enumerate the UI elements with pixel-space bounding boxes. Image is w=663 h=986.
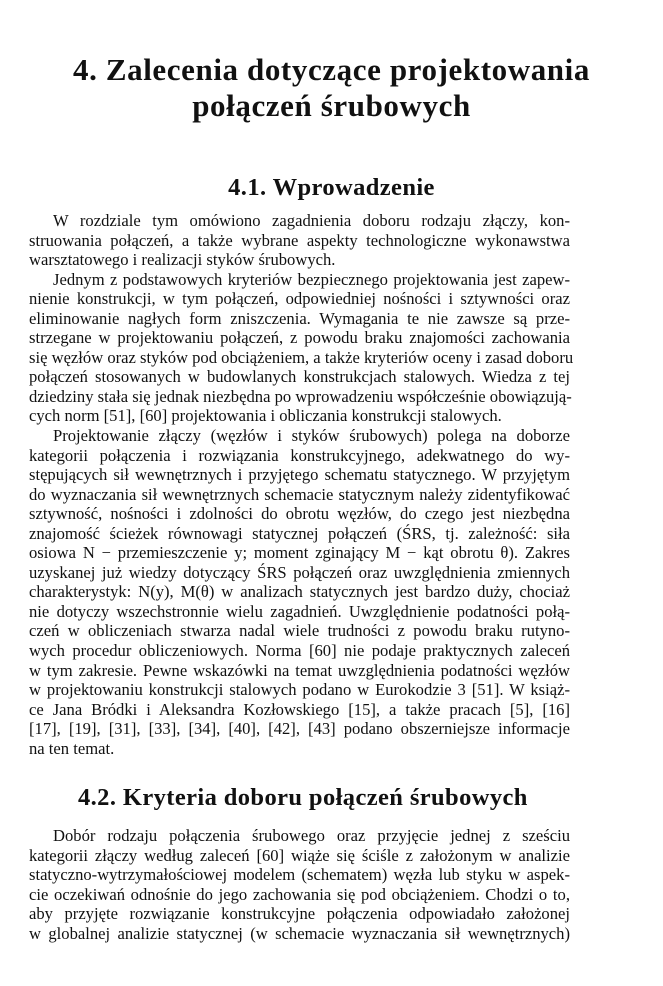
text-line: [17], [19], [31], [33], [34], [40], [42], [43] podano obszerniejsze informacje	[29, 719, 570, 739]
text-line: ce Jana Bródki i Aleksandra Kozłowskiego [15], a także pracach [5], [16]	[29, 699, 570, 719]
text-line: Dobór rodzaju połączenia śrubowego oraz przyjęcie jednej z sześciu	[53, 826, 570, 845]
section-heading-criteria: 4.2. Kryteria doboru połączeń śrubowych	[78, 784, 528, 811]
text-line: Jednym z podstawowych kryteriów bezpiecznego projektowania jest zapew-	[53, 269, 570, 289]
text-line: dziedziny stała się jednak niezbędna po wprowadzeniu współcześnie obowiązują-	[29, 386, 572, 406]
text-line: strzegane w projektowaniu połączeń, z powodu braku znajomości zachowania	[29, 328, 570, 348]
text-line: wych procedur obliczeniowych. Norma [60] nie podaje praktycznych zaleceń	[29, 641, 570, 661]
text-line: połączeń stosowanych w budowlanych konstrukcjach stalowych. Wiedza z tej	[29, 367, 570, 387]
text-line: sztywność, nośności i zdolności do obrotu węzłów, do czego jest niezbędna	[29, 504, 570, 524]
section-heading-introduction: 4.1. Wprowadzenie	[228, 174, 435, 201]
section-introduction-body	[29, 211, 574, 758]
text-line: W rozdziale tym omówiono zagadnienia doboru rodzaju złączy, kon-	[53, 211, 570, 230]
text-line: charakterystyk: N(y), M(θ) w analizach statycznych jest bardzo duży, chociaż	[29, 582, 570, 602]
text-line: osiowa N − przemieszczenie y; moment zginający M − kąt obrotu θ). Zakres	[29, 543, 570, 563]
text-line: stępujących sił wewnętrznych i przyjętego schematu statycznego. W przyjętym	[29, 465, 570, 485]
text-line: do wyznaczania sił wewnętrznych schemacie statycznym należy zidentyfikować	[29, 484, 570, 504]
text-line: Projektowanie złączy (węzłów i styków śrubowych) polega na doborze	[53, 426, 570, 446]
chapter-title-line-2: połączeń śrubowych	[192, 88, 471, 123]
text-line: nienie konstrukcji, w tym połączeń, odpowiedniej nośności i sztywności oraz	[29, 289, 570, 309]
text-line: kategorii połączenia i rozwiązania konstrukcyjnego, adekwatnego do wy-	[29, 445, 570, 465]
text-line: eliminowanie nagłych form zniszczenia. Wymagania te nie zawsze są prze-	[29, 308, 570, 328]
text-line: cie oczekiwań odnośnie do jego zachowania się pod obciążeniem. Chodzi o to,	[29, 884, 570, 904]
text-line: struowania połączeń, a także wybrane aspekty technologiczne wykonawstwa	[29, 230, 570, 250]
section-criteria-body	[29, 826, 570, 943]
text-line: cych norm [51], [60] projektowania i obliczania konstrukcji stalowych.	[29, 406, 502, 426]
text-line: statyczno-wytrzymałościowej modelem (schematem) węzła lub styku w aspek-	[29, 865, 570, 885]
text-line: warsztatowego i realizacji styków śrubowych.	[29, 250, 336, 270]
text-line: aby przyjęte rozwiązanie konstrukcyjne połączenia odpowiadało założonej	[29, 904, 570, 924]
text-line: nie dotyczy wszechstronnie wielu zagadnień. Uwzględnienie podatności połą-	[29, 601, 570, 621]
text-line: czeń w obliczeniach stwarza nadal wiele trudności z powodu braku rutyno-	[29, 621, 570, 641]
text-line: w projektowaniu konstrukcji stalowych podano w Eurokodzie 3 [51]. W książ-	[29, 680, 570, 700]
text-line: na ten temat.	[29, 738, 115, 758]
text-line: kategorii złączy według zaleceń [60] wiąże się ściśle z założonym w analizie	[29, 845, 570, 865]
chapter-title-line-1: 4. Zalecenia dotyczące projektowania	[73, 52, 590, 87]
text-line: znajomość ścieżek równowagi statycznej połączeń (ŚRS, tj. zależność: siła	[29, 523, 570, 543]
text-line: w tym zakresie. Pewne wskazówki na temat uwzględnienia podatności węzłów	[29, 660, 570, 680]
chapter-title	[30, 52, 633, 124]
text-line: uzyskanej już wiedzy dotyczący ŚRS połączeń oraz uwzględnienia zmiennych	[29, 562, 570, 582]
text-line: w globalnej analizie statycznej (w schemacie wyznaczania sił wewnętrznych)	[29, 923, 570, 943]
text-line: się węzłów oraz styków pod obciążeniem, a także kryteriów oceny i zasad doboru	[29, 347, 574, 367]
